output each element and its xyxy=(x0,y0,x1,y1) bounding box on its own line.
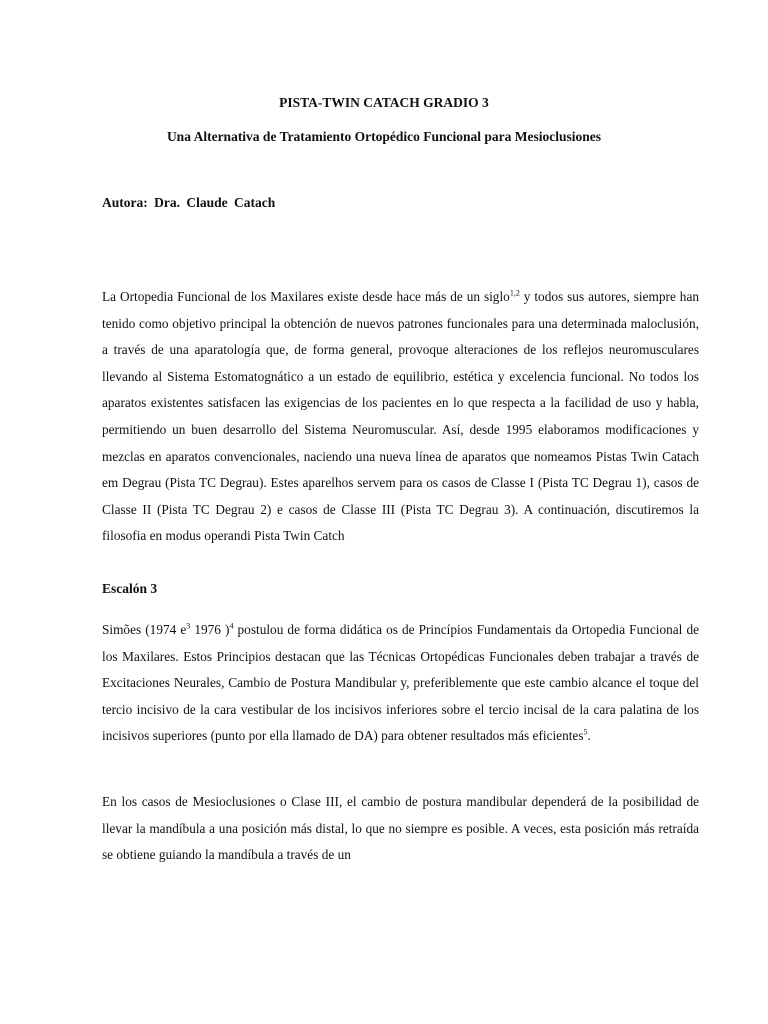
section-heading: Escalón 3 xyxy=(102,581,158,596)
document-title: PISTA-TWIN CATACH GRADIO 3 xyxy=(279,95,489,110)
citation-superscript: 4 xyxy=(229,621,234,631)
citation-superscript: 1,2 xyxy=(509,288,520,298)
paragraph-text: La Ortopedia Funcional de los Maxilares existe desde hace más de un siglo xyxy=(102,289,510,304)
paragraph-mesioclusiones: En los casos de Mesioclusiones o Clase III, el cambio de postura mandibular dependerá de la posibilidad de llevar la mandíbula a una posición más distal, lo que no siempre es posible. A veces, esta posición más retraída se obtiene guiando la mandíbula a través de un xyxy=(102,794,699,863)
paragraph-text: . xyxy=(587,728,591,744)
paragraph-text: y todos sus autores, siempre han tenido como objetivo principal la obtención de nuevos patrones funcionales para una determinada maloclusión, a través de una aparatología que, de forma general, provoque alteraciones de los reflejos neuromusculares llevando al Sistema Estomatognático a un estado de equilibrio, estética y excelencia funcional. No todos los aparatos existentes satisfacen las exigencias de los pacientes en lo que respecta a la facilidad de uso y habla, permitiendo un buen desarrollo del Sistema Neuromuscular. Así, desde 1995 elaboramos modificaciones y mezclas en aparatos convencionales, naciendo una nueva línea de aparatos que nomeamos Pistas Twin Catach em Degrau (Pista TC Degrau). Estes aparelhos servem para os casos de Classe I (Pista TC Degrau 1), casos de Classe II (Pista TC Degrau 2) e casos de Classe III (Pista TC Degrau 3). A continuación, discutiremos la filosofia en modus operandi Pista Twin Catch xyxy=(102,289,699,544)
citation-superscript: 5 xyxy=(583,727,588,737)
paragraph-text: 1976 ) xyxy=(190,622,230,637)
paragraph-text: postulou de forma didática os de Princípios Fundamentais da Ortopedia Funcional de los Maxilares. Estos Principios destacan que las Técnicas Ortopédicas Funcionales deben trabajar a través de Excitaciones Neurales, Cambio de Postura Mandibular y, preferiblemente que este cambio alcance el toque del tercio incisivo de la cara vestibular de los incisivos inferiores sobre el tercio incisal de la cara palatina de los incisivos superiores (punto por ella llamado de DA) para obtener resultados más eficientes xyxy=(102,622,700,744)
paragraph-simoes xyxy=(102,617,699,750)
document-subtitle: Una Alternativa de Tratamiento Ortopédico Funcional para Mesioclusiones xyxy=(166,129,602,144)
paragraph-intro xyxy=(102,284,699,550)
paragraph-text: Simões (1974 e xyxy=(102,622,187,637)
citation-superscript: 3 xyxy=(186,621,191,631)
author-line: Autora: Dra. Claude Catach xyxy=(102,195,276,210)
